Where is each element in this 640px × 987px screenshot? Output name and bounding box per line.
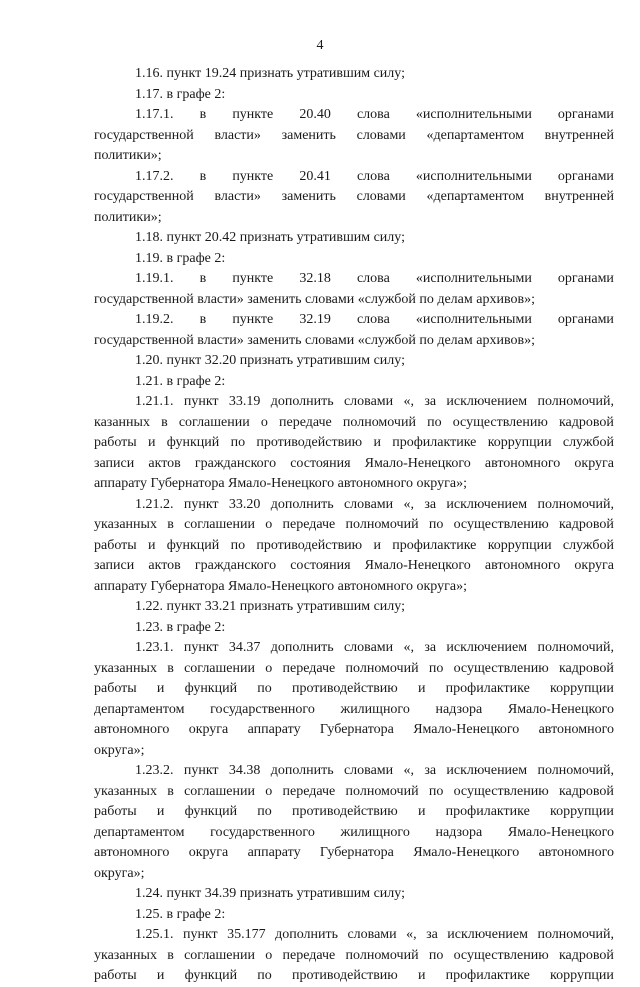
text-line: 1.22. пункт 33.21 признать утратившим силу; <box>135 599 405 614</box>
word: пункт <box>183 496 219 512</box>
word: 34.37 <box>228 640 261 655</box>
word: пункте <box>232 107 274 122</box>
word: органами <box>557 312 614 327</box>
word: полномочий, <box>537 394 614 409</box>
word: Ямало-Ненецкого <box>364 558 471 573</box>
word: автономного <box>484 558 561 573</box>
word: «департаментом <box>426 189 524 204</box>
word: в <box>199 107 207 122</box>
word: соглашении <box>184 947 255 963</box>
word: передаче <box>279 414 332 430</box>
word: словами <box>343 394 394 409</box>
word: внутренней <box>544 127 614 143</box>
word: службой <box>562 537 614 553</box>
word: 1.17.1. <box>135 107 174 122</box>
word: дополнить <box>270 496 334 512</box>
word: надзора <box>435 824 483 840</box>
text-line <box>94 392 614 413</box>
word: по <box>427 414 442 430</box>
word: 20.40 <box>299 107 331 122</box>
word: «исполнительными <box>415 168 532 184</box>
word: 34.38 <box>228 763 261 778</box>
word: кадровой <box>558 660 614 676</box>
word: и <box>156 681 165 696</box>
word: полномочий, <box>537 640 614 655</box>
text-line: аппарату Губернатора Ямало-Ненецкого автономного округа»; <box>94 578 467 594</box>
text-line <box>94 679 614 700</box>
text-line <box>94 269 614 290</box>
word: 1.23.2. <box>135 763 174 778</box>
word: внутренней <box>544 189 614 204</box>
word: «, <box>403 763 414 778</box>
word: 33.19 <box>228 394 261 409</box>
text-line <box>94 659 614 680</box>
word: полномочий <box>345 947 419 963</box>
word: осуществлению <box>453 660 549 676</box>
word: кадровой <box>558 783 614 799</box>
word: Губернатора <box>319 845 394 860</box>
word: автономного <box>94 722 170 737</box>
text-line <box>94 495 614 516</box>
word: коррупции <box>550 681 614 696</box>
word: за <box>426 927 438 942</box>
word: профилактике <box>392 537 477 553</box>
word: власти» <box>214 127 261 143</box>
text-line: государственной власти» заменить словами «службой по делам архивов»; <box>94 291 535 307</box>
word: дополнить <box>270 640 334 655</box>
word: органами <box>557 168 614 184</box>
word: 32.19 <box>299 312 331 327</box>
text-line: государственной власти» заменить словами «службой по делам архивов»; <box>94 332 535 348</box>
word: 1.25.1. <box>135 927 174 942</box>
word: власти» <box>214 189 261 204</box>
word: аппарату <box>247 845 301 860</box>
word: словами <box>343 640 394 655</box>
word: жилищного <box>340 701 410 717</box>
word: противодействию <box>292 804 398 819</box>
text-line: 1.17. в графе 2: <box>135 86 226 102</box>
word: «исполнительными <box>415 271 532 286</box>
word: «исполнительными <box>415 312 532 327</box>
word: органами <box>557 271 614 286</box>
word: по <box>428 660 444 676</box>
word: по <box>428 517 444 532</box>
word: указанных <box>94 660 157 676</box>
text-line <box>94 843 614 864</box>
word: словами <box>356 189 406 204</box>
word: работы <box>94 968 137 983</box>
word: дополнить <box>275 927 338 942</box>
word: и <box>156 804 165 819</box>
text-line: округа»; <box>94 865 145 881</box>
word: «, <box>406 927 417 942</box>
word: полномочий <box>342 414 416 430</box>
word: органами <box>557 107 614 122</box>
word: исключением <box>446 763 528 778</box>
word: 1.23.1. <box>135 640 174 655</box>
word: записи <box>94 558 135 573</box>
word: функций <box>184 681 238 696</box>
text-line <box>94 802 614 823</box>
word: гражданского <box>194 558 277 573</box>
text-line <box>94 454 614 475</box>
word: 20.41 <box>299 168 331 184</box>
word: исключением <box>446 394 528 409</box>
text-line: 1.21. в графе 2: <box>135 373 226 389</box>
word: пункте <box>232 312 274 327</box>
word: слова <box>356 312 390 327</box>
word: функций <box>184 968 238 983</box>
word: функций <box>166 435 220 450</box>
word: в <box>167 660 174 676</box>
word: полномочий <box>345 517 419 532</box>
word: по <box>257 804 272 819</box>
text-line <box>94 946 614 967</box>
text-line <box>94 966 614 987</box>
word: словами <box>356 127 406 143</box>
text-line <box>94 310 614 331</box>
word: по <box>257 968 272 983</box>
word: исключением <box>447 927 528 942</box>
word: и <box>417 968 426 983</box>
word: полномочий <box>345 660 419 676</box>
word: осуществлению <box>453 783 549 799</box>
word: и <box>417 681 426 696</box>
word: по <box>230 537 246 553</box>
word: работы <box>94 804 137 819</box>
word: в <box>167 947 174 963</box>
word: словами <box>347 927 397 942</box>
word: исключением <box>446 496 528 512</box>
word: 32.18 <box>299 271 331 286</box>
word: противодействию <box>292 968 398 983</box>
word: 1.19.2. <box>135 312 174 327</box>
word: передаче <box>282 783 336 799</box>
word: соглашении <box>184 783 255 799</box>
word: за <box>424 394 437 409</box>
text-line <box>94 700 614 721</box>
word: государственного <box>210 701 315 717</box>
word: коррупции <box>487 537 552 553</box>
word: дополнить <box>270 394 334 409</box>
text-line: 1.19. в графе 2: <box>135 250 226 266</box>
text-line: аппарату Губернатора Ямало-Ненецкого автономного округа»; <box>94 476 467 491</box>
word: и <box>147 435 156 450</box>
word: округа <box>574 455 614 471</box>
word: коррупции <box>487 435 552 450</box>
word: «департаментом <box>426 127 524 143</box>
word: по <box>230 435 246 450</box>
word: работы <box>94 435 137 450</box>
text-line: политики»; <box>94 209 162 225</box>
word: передаче <box>282 947 336 963</box>
word: противодействию <box>256 435 363 450</box>
word: пункте <box>232 271 274 286</box>
word: департаментом <box>94 824 185 840</box>
word: Ямало-Ненецкого <box>413 845 520 860</box>
word: соглашении <box>178 414 250 430</box>
text-line <box>94 782 614 803</box>
word: жилищного <box>340 824 410 840</box>
word: и <box>373 435 381 450</box>
word: «, <box>403 394 414 409</box>
word: Ямало-Ненецкого <box>507 824 614 840</box>
word: о <box>260 414 268 430</box>
text-line <box>94 126 614 147</box>
word: автономного <box>484 455 561 471</box>
word: профилактике <box>445 681 530 696</box>
word: 1.21.1. <box>135 394 174 409</box>
word: аппарату <box>247 722 301 737</box>
word: в <box>167 783 174 799</box>
word: соглашении <box>184 517 255 532</box>
word: о <box>265 783 273 799</box>
text-line <box>94 413 614 434</box>
word: автономного <box>538 845 614 860</box>
word: в <box>199 168 207 184</box>
word: департаментом <box>94 701 185 717</box>
word: состояния <box>290 455 351 471</box>
word: «, <box>403 640 414 655</box>
word: в <box>199 271 207 286</box>
word: словами <box>343 763 394 778</box>
text-line: 1.16. пункт 19.24 признать утратившим силу; <box>135 66 405 81</box>
word: о <box>265 517 273 532</box>
word: состояния <box>290 558 351 573</box>
word: Губернатора <box>319 722 394 737</box>
word: за <box>424 763 437 778</box>
word: указанных <box>94 517 157 532</box>
text-line <box>94 105 614 126</box>
word: «, <box>403 496 414 512</box>
word: профилактике <box>445 968 530 983</box>
word: слова <box>356 271 390 286</box>
word: за <box>424 640 437 655</box>
word: передаче <box>282 517 336 532</box>
word: актов <box>148 455 181 471</box>
word: пункт <box>183 394 219 409</box>
word: казанных <box>94 414 150 430</box>
text-line <box>94 167 614 188</box>
word: пункте <box>232 168 274 184</box>
word: профилактике <box>445 804 530 819</box>
word: по <box>257 681 272 696</box>
word: автономного <box>538 722 614 737</box>
text-line: 1.25. в графе 2: <box>135 906 226 922</box>
word: и <box>147 537 156 553</box>
word: по <box>428 783 444 799</box>
word: работы <box>94 681 137 696</box>
word: осуществлению <box>452 414 548 430</box>
word: осуществлению <box>453 517 549 532</box>
word: 35.177 <box>227 927 266 942</box>
word: профилактике <box>392 435 477 450</box>
word: осуществлению <box>453 947 549 963</box>
text-line <box>94 925 614 946</box>
text-line: политики»; <box>94 148 162 163</box>
text-line <box>94 536 614 557</box>
word: по <box>428 947 444 963</box>
word: указанных <box>94 947 157 963</box>
word: округа <box>188 845 229 860</box>
word: в <box>199 312 207 327</box>
text-line <box>94 761 614 782</box>
word: противодействию <box>292 681 398 696</box>
word: соглашении <box>184 660 255 676</box>
word: и <box>373 537 381 553</box>
word: словами <box>343 496 394 512</box>
word: полномочий, <box>537 927 614 942</box>
word: пункт <box>183 763 219 778</box>
text-line: 1.23. в графе 2: <box>135 619 226 635</box>
word: 1.17.2. <box>135 168 174 184</box>
word: коррупции <box>550 804 614 819</box>
text-line: 1.18. пункт 20.42 признать утратившим силу; <box>135 230 405 245</box>
word: функций <box>166 537 220 553</box>
word: заменить <box>281 127 336 143</box>
word: гражданского <box>194 455 277 471</box>
word: кадровой <box>558 947 614 963</box>
word: коррупции <box>550 968 614 983</box>
word: актов <box>148 558 181 573</box>
word: кадровой <box>558 517 614 532</box>
text-line: 1.20. пункт 32.20 признать утратившим силу; <box>135 353 405 368</box>
word: полномочий, <box>537 763 614 778</box>
word: функций <box>184 804 238 819</box>
word: передаче <box>282 660 336 676</box>
word: государственного <box>210 824 315 840</box>
word: Ямало-Ненецкого <box>413 722 520 737</box>
text-line: округа»; <box>94 742 145 758</box>
text-line <box>94 515 614 536</box>
word: полномочий <box>345 783 419 799</box>
word: за <box>424 496 437 512</box>
word: 33.20 <box>228 496 261 512</box>
word: о <box>265 947 273 963</box>
word: округа <box>574 558 614 573</box>
word: дополнить <box>270 763 334 778</box>
word: указанных <box>94 783 157 799</box>
word: Ямало-Ненецкого <box>507 701 614 717</box>
word: автономного <box>94 845 170 860</box>
word: пункт <box>183 640 219 655</box>
word: записи <box>94 455 135 471</box>
page-number: 4 <box>316 38 324 53</box>
word: государственной <box>94 127 194 143</box>
word: пункт <box>182 927 218 942</box>
text-line: 1.24. пункт 34.39 признать утратившим силу; <box>135 886 405 901</box>
word: заменить <box>281 189 336 204</box>
word: и <box>417 804 426 819</box>
text-line <box>94 720 614 741</box>
word: о <box>265 660 273 676</box>
word: в <box>161 414 168 430</box>
document-body <box>94 64 614 987</box>
text-line <box>94 556 614 577</box>
text-line <box>94 187 614 208</box>
word: службой <box>562 435 614 450</box>
text-line <box>94 638 614 659</box>
word: слова <box>356 107 390 122</box>
word: полномочий, <box>537 496 614 512</box>
word: противодействию <box>256 537 363 553</box>
word: работы <box>94 537 137 553</box>
word: 1.19.1. <box>135 271 174 286</box>
word: надзора <box>435 701 483 717</box>
word: кадровой <box>558 414 614 430</box>
word: Ямало-Ненецкого <box>364 455 471 471</box>
word: государственной <box>94 189 194 204</box>
word: и <box>156 968 165 983</box>
word: исключением <box>446 640 528 655</box>
text-line <box>94 823 614 844</box>
word: в <box>167 517 174 532</box>
word: «исполнительными <box>415 107 532 122</box>
word: 1.21.2. <box>135 496 174 512</box>
text-line <box>94 433 614 454</box>
word: округа <box>188 722 229 737</box>
word: слова <box>356 168 390 184</box>
